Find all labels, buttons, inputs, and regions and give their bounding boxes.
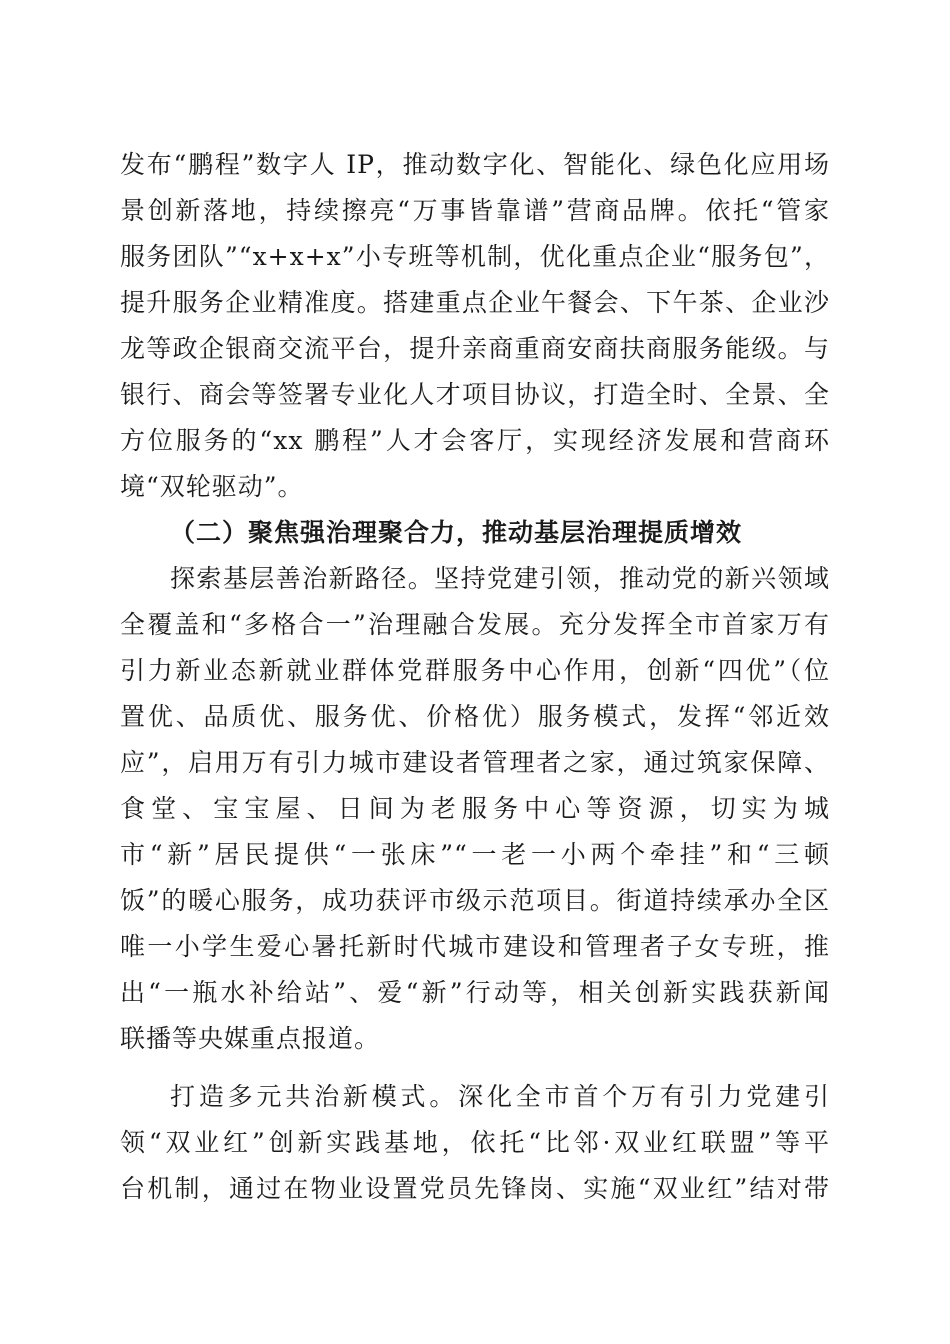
- document-body: [120, 142, 830, 1212]
- text-line: 银行、商会等签署专业化人才项目协议，打造全时、全景、全: [120, 380, 830, 409]
- paragraph: [120, 1074, 830, 1212]
- text-line: 服务团队”“x+x+x”小专班等机制，优化重点企业“服务包”，: [120, 242, 830, 271]
- text-line: 打造多元共治新模式。深化全市首个万有引力党建引: [170, 1082, 830, 1111]
- paragraph-spacer: [120, 1062, 830, 1074]
- text-line: 饭”的暖心服务，成功获评市级示范项目。街道持续承办全区: [120, 886, 830, 915]
- text-line: 出“一瓶水补给站”、爱“新”行动等，相关创新实践获新闻: [120, 978, 830, 1007]
- text-line: 全覆盖和“多格合一”治理融合发展。充分发挥全市首家万有: [120, 610, 830, 639]
- text-line: 境“双轮驱动”。: [120, 472, 304, 501]
- text-line: 探索基层善治新路径。坚持党建引领，推动党的新兴领域: [170, 564, 830, 593]
- text-line: 联播等央媒重点报道。: [120, 1024, 381, 1053]
- text-line: 引力新业态新就业群体党群服务中心作用，创新“四优”（位: [120, 656, 830, 685]
- text-line: 台机制，通过在物业设置党员先锋岗、实施“双业红”结对带: [120, 1174, 830, 1203]
- text-line: 市“新”居民提供“一张床”“一老一小两个牵挂”和“三顿: [120, 840, 830, 869]
- text-line: 提升服务企业精准度。搭建重点企业午餐会、下午茶、企业沙: [120, 288, 830, 317]
- text-line: 应”，启用万有引力城市建设者管理者之家，通过筑家保障、: [120, 748, 830, 777]
- section-heading-text: （二）聚焦强治理聚合力，推动基层治理提质增效: [170, 518, 743, 547]
- section-heading: [120, 510, 830, 556]
- text-line: 方位服务的“xx 鹏程”人才会客厅，实现经济发展和营商环: [120, 426, 830, 455]
- text-line: 景创新落地，持续擦亮“万事皆靠谱”营商品牌。依托“管家: [120, 196, 830, 225]
- text-line: 龙等政企银商交流平台，提升亲商重商安商扶商服务能级。与: [120, 334, 830, 363]
- text-line: 发布“鹏程”数字人 IP，推动数字化、智能化、绿色化应用场: [120, 150, 830, 179]
- text-line: 置优、品质优、服务优、价格优）服务模式，发挥“邻近效: [120, 702, 830, 731]
- text-line: 食堂、宝宝屋、日间为老服务中心等资源，切实为城: [120, 794, 830, 823]
- paragraph: [120, 142, 830, 510]
- text-line: 领“双业红”创新实践基地，依托“比邻·双业红联盟”等平: [120, 1128, 830, 1157]
- paragraph: [120, 556, 830, 1062]
- text-line: 唯一小学生爱心暑托新时代城市建设和管理者子女专班，推: [120, 932, 830, 961]
